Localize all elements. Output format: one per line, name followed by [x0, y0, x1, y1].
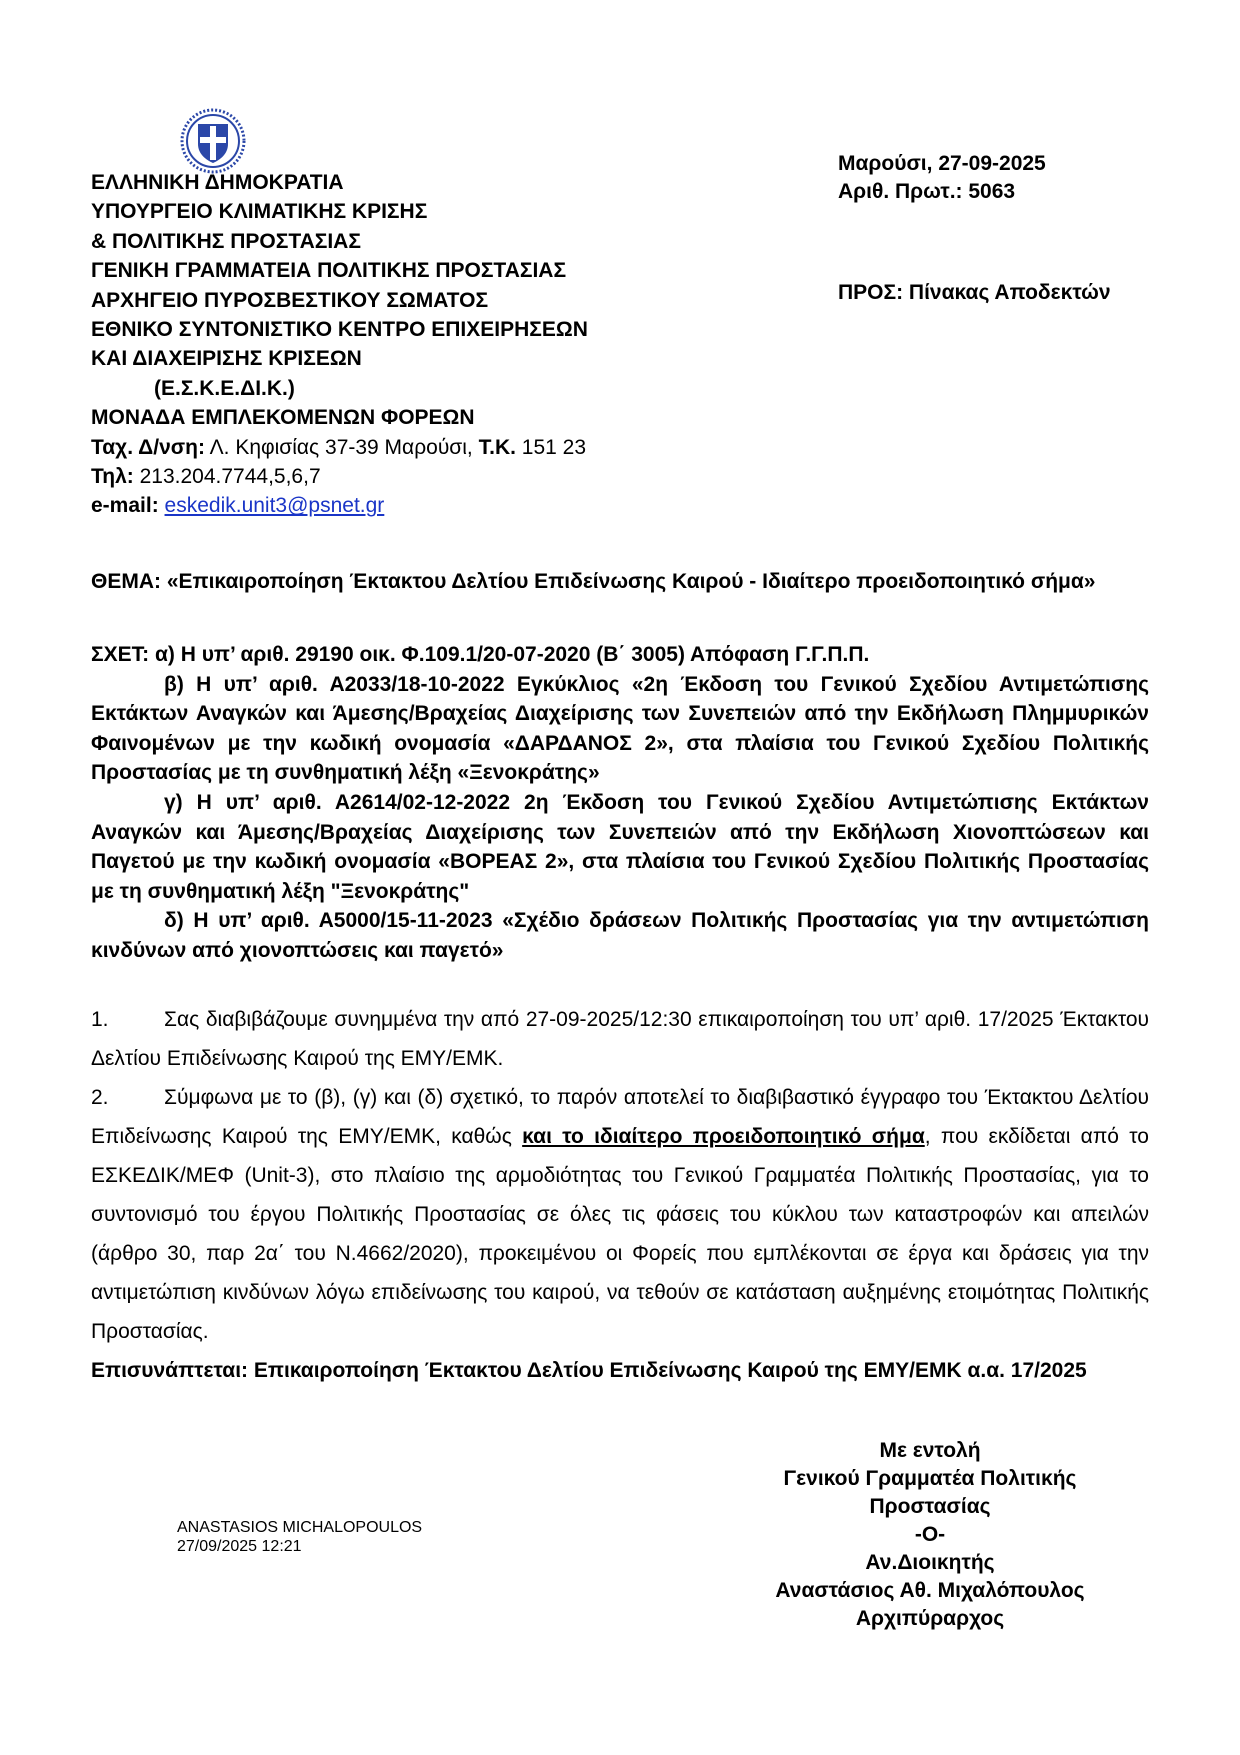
place-date: Μαρούσι, 27-09-2025 [838, 152, 1046, 175]
reference-b: β) Η υπ’ αριθ. Α2033/18-10-2022 Εγκύκλιος «2η Έκδοση του Γενικού Σχεδίου Αντιμετώπισης Εκτάκτων Αναγκών και Άμεσης/Βραχείας Διαχείρισης των Συνεπειών από την Εκδήλωση Πλημμυρικών Φαινομένων με την κωδική ονομασία «ΔΑΡΔΑΝΟΣ 2», στα πλαίσια του Γενικού Σχεδίου Πολιτικής Προστασίας με τη συνθηματική λέξη «Ξενοκράτης» [91, 672, 1149, 785]
signature-line-7: Αρχιπύραρχος [855, 1607, 1005, 1630]
paragraph-1-text: Σας διαβιβάζουμε συνημμένα την από 27-09-2025/12:30 επικαιροποίηση του υπ’ αριθ. 17/2025 Έκτακτου Δελτίου Επιδείνωσης Καιρού της ΕΜΥ/ΕΜΚ. [91, 1008, 1149, 1070]
digital-signature-name: ANASTASIOS MICHALOPOULOS [177, 1519, 423, 1536]
signature-line-4: -Ο- [914, 1523, 946, 1546]
signature-line-2: Γενικού Γραμματέα Πολιτικής [783, 1467, 1077, 1490]
header-email [91, 491, 588, 520]
paragraph-2-text-b: , που εκδίδεται από το ΕΣΚΕΔΙΚ/ΜΕΦ (Unit-3), στο πλαίσιο της αρμοδιότητας του Γενικού Γραμματέα Πολιτικής Προστασίας, για το συντονισμό του έργου Πολιτικής Προστασίας σε όλες τις φάσεις του κύκλου των καταστροφών και απειλών (άρθρο 30, παρ 2α΄ του Ν.4662/2020), προκειμένου οι Φορείς που εμπλέκονται σε έργα και δράσεις για την αντιμετώπιση κινδύνων λόγω επιδείνωσης του καιρού, να τεθούν σε κατάσταση αυξημένης ετοιμότητας Πολιτικής Προστασίας. [91, 1125, 1149, 1343]
references [91, 640, 1149, 966]
signature-line-6: Αναστάσιος Αθ. Μιχαλόπουλος [775, 1579, 1085, 1602]
phone-value: 213.204.7744,5,6,7 [133, 465, 321, 489]
paragraph-2-text-a: Σύμφωνα με το (β), (γ) και (δ) σχετικό, το παρόν αποτελεί το διαβιβαστικό έγγραφο του Έκτακτου Δελτίου Επιδείνωσης Καιρού της ΕΜΥ/ΕΜΚ, καθώς [91, 1086, 1149, 1148]
header-line-1: ΕΛΛΗΝΙΚΗ ΔΗΜΟΚΡΑΤΙΑ [91, 171, 344, 194]
header-line-2: ΥΠΟΥΡΓΕΙΟ ΚΛΙΜΑΤΙΚΗΣ ΚΡΙΣΗΣ [91, 200, 428, 224]
postcode-label: Τ.Κ. [478, 435, 516, 459]
subject: ΘΕΜΑ: «Επικαιροποίηση Έκτακτου Δελτίου Επιδείνωσης Καιρού - Ιδιαίτερο προειδοποιητικό σήμα» [91, 570, 1096, 593]
signature-line-5: Αν.Διοικητής [865, 1551, 995, 1574]
signature-block [720, 1437, 1140, 1633]
paragraph-1 [91, 1000, 1149, 1078]
address-label: Ταχ. Δ/νση: [91, 435, 205, 459]
email-link[interactable]: eskedik.unit3@psnet.gr [164, 494, 385, 518]
reference-c: γ) Η υπ’ αριθ. Α2614/02-12-2022 2η Έκδοση του Γενικού Σχεδίου Αντιμετώπισης Εκτάκτων Αναγκών και Άμεσης/Βραχείας Διαχείρισης των Συνεπειών από την Εκδήλωση Χιονοπτώσεων και Παγετού με την κωδική ονομασία «ΒΟΡΕΑΣ 2», στα πλαίσια του Γενικού Σχεδίου Πολιτικής Προστασίας με τη συνθηματική λέξη "Ξενοκράτης" [91, 790, 1149, 903]
header-line-5: ΑΡΧΗΓΕΙΟ ΠΥΡΟΣΒΕΣΤΙΚΟΥ ΣΩΜΑΤΟΣ [91, 288, 489, 312]
header-acronym: (Ε.Σ.Κ.Ε.ΔΙ.Κ.) [154, 376, 295, 400]
paragraph-2-number: 2. [91, 1086, 109, 1109]
paragraph-2 [91, 1078, 1149, 1351]
signature-line-1: Με εντολή [879, 1439, 981, 1462]
document-body [91, 1000, 1149, 1390]
phone-label: Τηλ: [91, 465, 134, 489]
email-label: e-mail: [91, 494, 159, 518]
recipients: ΠΡΟΣ: Πίνακας Αποδεκτών [838, 281, 1111, 304]
header-line-3: & ΠΟΛΙΤΙΚΗΣ ΠΡΟΣΤΑΣΙΑΣ [91, 229, 361, 253]
header-line-6: ΕΘΝΙΚΟ ΣΥΝΤΟΝΙΣΤΙΚΟ ΚΕΝΤΡΟ ΕΠΙΧΕΙΡΗΣΕΩΝ [91, 318, 588, 342]
header-line-7: ΚΑΙ ΔΙΑΧΕΙΡΙΣΗΣ ΚΡΙΣΕΩΝ [91, 347, 362, 371]
digital-signature [177, 1518, 422, 1556]
protocol-number: Αριθ. Πρωτ.: 5063 [838, 180, 1016, 203]
reference-a: ΣΧΕΤ: α) Η υπ’ αριθ. 29190 οικ. Φ.109.1/20-07-2020 (Β΄ 3005) Απόφαση Γ.Γ.Π.Π. [91, 643, 870, 666]
header-phone [91, 462, 588, 491]
document-meta [838, 150, 1046, 206]
digital-signature-datetime: 27/09/2025 12:21 [177, 1538, 302, 1555]
sender-header [91, 168, 588, 521]
header-address [91, 433, 588, 462]
header-line-4: ΓΕΝΙΚΗ ΓΡΑΜΜΑΤΕΙΑ ΠΟΛΙΤΙΚΗΣ ΠΡΟΣΤΑΣΙΑΣ [91, 259, 567, 283]
paragraph-1-number: 1. [91, 1008, 109, 1031]
postcode-value: 151 23 [515, 435, 587, 459]
header-unit: ΜΟΝΑΔΑ ΕΜΠΛΕΚΟΜΕΝΩΝ ΦΟΡΕΩΝ [91, 406, 475, 430]
address-value: Λ. Κηφισίας 37-39 Μαρούσι, [204, 435, 479, 459]
hellenic-emblem-icon [180, 108, 246, 174]
paragraph-2-underlined: και το ιδιαίτερο προειδοποιητικό σήμα [522, 1125, 925, 1148]
attachment-note: Επισυνάπτεται: Επικαιροποίηση Έκτακτου Δελτίου Επιδείνωσης Καιρού της ΕΜΥ/ΕΜΚ α.α. 17/2025 [91, 1359, 1087, 1382]
reference-d: δ) Η υπ’ αριθ. Α5000/15-11-2023 «Σχέδιο δράσεων Πολιτικής Προστασίας για την αντιμετώπιση κινδύνων από χιονοπτώσεις και παγετό» [91, 909, 1149, 962]
signature-line-3: Προστασίας [869, 1495, 991, 1518]
